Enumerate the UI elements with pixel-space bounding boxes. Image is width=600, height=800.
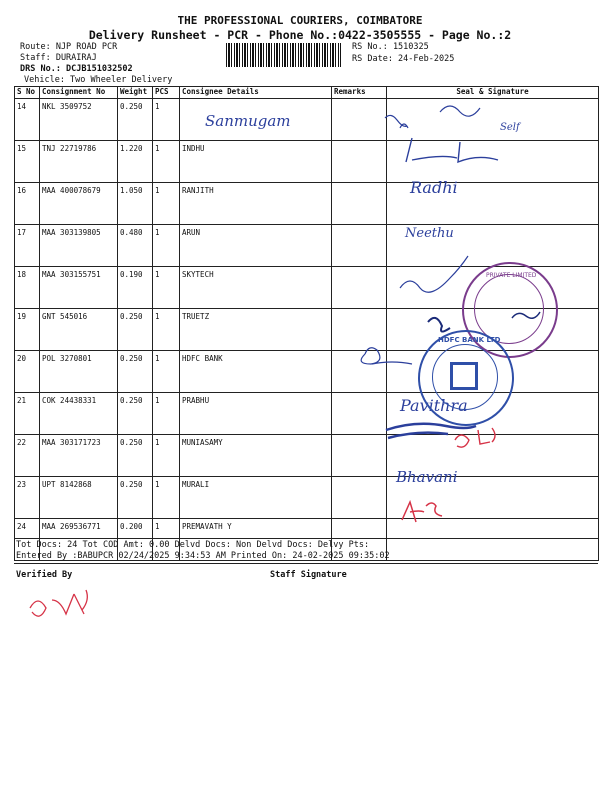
cell-consignment: GNT 545016 bbox=[40, 309, 118, 351]
scribble-row14 bbox=[440, 106, 480, 116]
col-header-weight: Weight bbox=[118, 87, 153, 99]
handwritten-consignee: Sanmugam bbox=[205, 112, 291, 130]
cell-sno: 21 bbox=[15, 393, 40, 435]
scribble-row14 bbox=[385, 115, 408, 128]
cell-weight: 0.190 bbox=[118, 267, 153, 309]
cell-consignment: MAA 269536771 bbox=[40, 519, 118, 561]
cell-consignment: NKL 3509752 bbox=[40, 99, 118, 141]
drs-number: DRS No.: DCJB151032502 bbox=[20, 64, 133, 74]
scribble-row20 bbox=[361, 348, 412, 364]
bank-stamp bbox=[418, 330, 514, 426]
stamp-text: HDFC BANK LTD bbox=[438, 336, 501, 344]
cell-weight: 0.250 bbox=[118, 351, 153, 393]
cell-pcs: 1 bbox=[153, 225, 180, 267]
cell-consignee: ARUN bbox=[180, 225, 332, 267]
cell-weight: 0.250 bbox=[118, 393, 153, 435]
cell-consignment: UPT 8142868 bbox=[40, 477, 118, 519]
cell-pcs: 1 bbox=[153, 309, 180, 351]
staff-signature-label: Staff Signature bbox=[270, 570, 347, 580]
verified-scribble bbox=[30, 590, 87, 616]
cell-consignment: COK 24438331 bbox=[40, 393, 118, 435]
route-info: Route: NJP ROAD PCR bbox=[20, 42, 118, 52]
cell-sno: 16 bbox=[15, 183, 40, 225]
cell-consignment: MAA 303139805 bbox=[40, 225, 118, 267]
col-header-sno: S No bbox=[15, 87, 40, 99]
cell-consignee: MURALI bbox=[180, 477, 332, 519]
col-header-signature: Seal & Signature bbox=[387, 87, 599, 99]
cell-pcs: 1 bbox=[153, 435, 180, 477]
cell-consignment: MAA 400078679 bbox=[40, 183, 118, 225]
cell-sno: 17 bbox=[15, 225, 40, 267]
cell-pcs: 1 bbox=[153, 267, 180, 309]
cell-consignee: INDHU bbox=[180, 141, 332, 183]
cell-pcs: 1 bbox=[153, 519, 180, 561]
rs-number: RS No.: 1510325 bbox=[352, 42, 429, 52]
cell-consignee: PRABHU bbox=[180, 393, 332, 435]
cell-sno: 24 bbox=[15, 519, 40, 561]
stamp-text: PRIVATE LIMITED bbox=[486, 272, 537, 279]
bank-logo-icon bbox=[450, 362, 478, 390]
cell-consignee: RANJITH bbox=[180, 183, 332, 225]
cell-sno: 18 bbox=[15, 267, 40, 309]
cell-sno: 22 bbox=[15, 435, 40, 477]
entered-by-line: Entered By :BABUPCR 02/24/2025 9:34:53 AM Printed On: 24-02-2025 09:35:02 bbox=[16, 551, 390, 561]
vehicle-info: Vehicle: Two Wheeler Delivery bbox=[24, 75, 173, 85]
staff-info: Staff: DURAIRAJ bbox=[20, 53, 97, 63]
cell-pcs: 1 bbox=[153, 351, 180, 393]
col-header-consignment: Consignment No bbox=[40, 87, 118, 99]
cell-weight: 1.050 bbox=[118, 183, 153, 225]
cell-consignee: MUNIASAMY bbox=[180, 435, 332, 477]
cell-weight: 0.480 bbox=[118, 225, 153, 267]
scribble-row23-red bbox=[455, 428, 495, 447]
cell-pcs: 1 bbox=[153, 99, 180, 141]
cell-weight: 0.250 bbox=[118, 477, 153, 519]
cell-pcs: 1 bbox=[153, 183, 180, 225]
scribble-row24-red bbox=[402, 502, 442, 522]
cell-weight: 1.220 bbox=[118, 141, 153, 183]
cell-consignee: PREMAVATH Y bbox=[180, 519, 332, 561]
scribble-row18 bbox=[400, 256, 468, 292]
handwritten-signature: Neethu bbox=[405, 226, 454, 241]
col-header-remarks: Remarks bbox=[332, 87, 387, 99]
cell-sno: 15 bbox=[15, 141, 40, 183]
cell-weight: 0.250 bbox=[118, 435, 153, 477]
handwritten-self-note: Self bbox=[500, 122, 520, 133]
cell-consignee: SKYTECH bbox=[180, 267, 332, 309]
cell-pcs: 1 bbox=[153, 141, 180, 183]
cell-consignment: TNJ 22719786 bbox=[40, 141, 118, 183]
cell-consignee: TRUETZ bbox=[180, 309, 332, 351]
handwritten-signature: Bhavani bbox=[396, 468, 458, 486]
runsheet-subtitle: Delivery Runsheet - PCR - Phone No.:0422-3505555 - Page No.:2 bbox=[88, 28, 512, 42]
cell-consignment: MAA 303155751 bbox=[40, 267, 118, 309]
cell-sno: 19 bbox=[15, 309, 40, 351]
divider bbox=[14, 538, 598, 539]
cell-consignee: HDFC BANK bbox=[180, 351, 332, 393]
cell-consignment: MAA 303171723 bbox=[40, 435, 118, 477]
cell-pcs: 1 bbox=[153, 477, 180, 519]
cell-sno: 14 bbox=[15, 99, 40, 141]
handwritten-signature: Radhi bbox=[410, 178, 458, 197]
scribble-row15 bbox=[406, 138, 498, 162]
handwritten-signature: Pavithra bbox=[400, 396, 468, 415]
cell-weight: 0.200 bbox=[118, 519, 153, 561]
col-header-pcs: PCS bbox=[153, 87, 180, 99]
cell-sno: 23 bbox=[15, 477, 40, 519]
col-header-consignee: Consignee Details bbox=[180, 87, 332, 99]
cell-weight: 0.250 bbox=[118, 309, 153, 351]
divider bbox=[14, 563, 598, 564]
cell-sno: 20 bbox=[15, 351, 40, 393]
cell-consignment: POL 3270801 bbox=[40, 351, 118, 393]
cell-pcs: 1 bbox=[153, 393, 180, 435]
verified-by-label: Verified By bbox=[16, 570, 73, 580]
scribble-row19 bbox=[428, 318, 450, 332]
rs-date: RS Date: 24-Feb-2025 bbox=[352, 54, 455, 64]
totals-line: Tot Docs: 24 Tot COD Amt: 0.00 Delvd Docs: Non Delvd Docs: Delvy Pts: bbox=[16, 540, 370, 550]
cell-weight: 0.250 bbox=[118, 99, 153, 141]
company-title: THE PROFESSIONAL COURIERS, COIMBATORE bbox=[177, 14, 423, 27]
